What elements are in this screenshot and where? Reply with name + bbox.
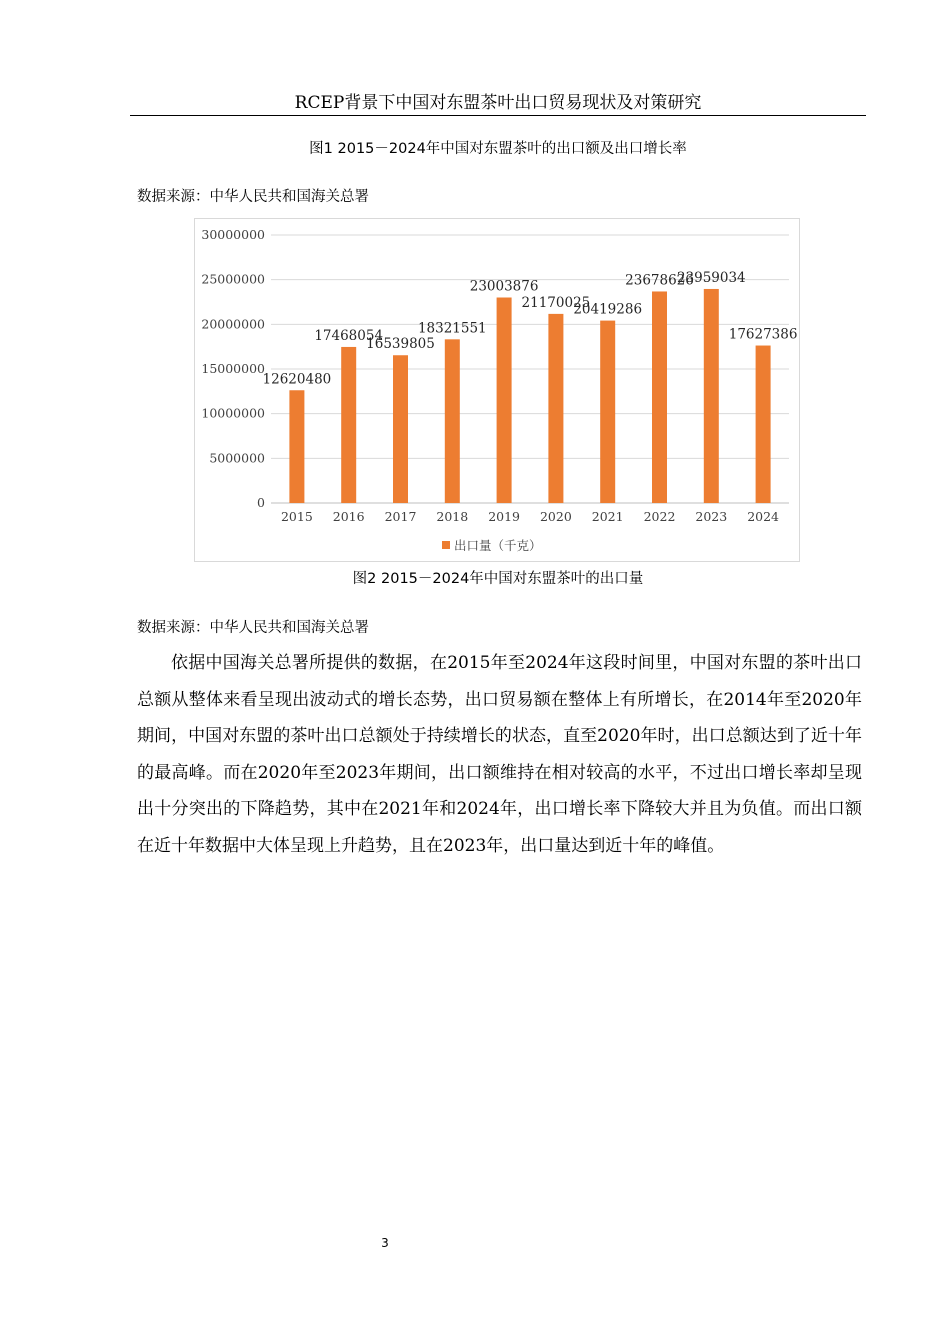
data-label: 17468054: [314, 327, 384, 344]
figure-1-source: 数据来源：中华人民共和国海关总署: [137, 189, 369, 205]
y-tick-label: 15000000: [201, 361, 265, 376]
y-tick-label: 10000000: [201, 405, 265, 421]
figure-2-source: 数据来源：中华人民共和国海关总署: [137, 620, 369, 636]
chart-canvas: [195, 219, 801, 563]
y-tick-label: 20000000: [201, 316, 265, 332]
bar: [445, 339, 460, 503]
figure-2-caption: 图2 2015－2024年中国对东盟茶叶的出口量: [352, 571, 644, 587]
bar: [497, 297, 512, 503]
bar: [600, 321, 615, 503]
x-tick-label: 2022: [643, 509, 676, 524]
bar: [289, 390, 304, 503]
body-paragraph: 依据中国海关总署所提供的数据，在2015年至2024年这段时间里，中国对东盟的茶叶出口总额从整体来看呈现出波动式的增长态势，出口贸易额在整体上有所增长，在2014年至2020年期间，中国对东盟的茶叶出口总额处于持续增长的状态，直至2020年时，出口总额达到了近十年的最高峰。而在2020年至2023年期间，出口额维持在相对较高的水平，不过出口增长率却呈现出十分突出的下降趋势，其中在2021年和2024年，出口增长率下降较大并且为负值。而出口额在近十年数据中大体呈现上升趋势，且在2023年，出口量达到近十年的峰值。: [137, 653, 862, 856]
bar: [393, 355, 408, 503]
bar: [341, 347, 356, 503]
x-tick-label: 2023: [695, 509, 728, 524]
data-label: 17627386: [728, 326, 798, 343]
data-label: 23959034: [676, 269, 746, 286]
x-tick-label: 2024: [747, 509, 780, 524]
y-tick-label: 30000000: [201, 227, 265, 242]
x-tick-label: 2021: [591, 509, 624, 524]
data-label: 18321551: [417, 320, 487, 337]
x-tick-label: 2016: [332, 509, 365, 524]
x-tick-label: 2020: [539, 509, 572, 524]
x-tick-label: 2017: [384, 509, 417, 524]
y-tick-label: 25000000: [201, 271, 265, 287]
legend-label: 出口量（千克）: [454, 538, 542, 553]
page-number: 3: [381, 1236, 389, 1250]
running-header: RCEP背景下中国对东盟茶叶出口贸易现状及对策研究: [294, 93, 702, 113]
bar: [704, 289, 719, 503]
body-text: [137, 645, 862, 864]
bar: [652, 291, 667, 503]
y-tick-label: 5000000: [209, 450, 265, 466]
data-label: 20419286: [573, 301, 643, 318]
data-label: 21170025: [521, 294, 591, 311]
x-tick-label: 2015: [280, 509, 313, 524]
data-label: 23678626: [625, 272, 694, 289]
data-label: 23003876: [469, 278, 539, 295]
figure-1-caption: 图1 2015－2024年中国对东盟茶叶的出口额及出口增长率: [309, 141, 687, 157]
data-label: 16539805: [366, 336, 435, 353]
y-tick-label: 0: [257, 495, 265, 510]
x-tick-label: 2019: [488, 509, 521, 524]
export-volume-chart: [194, 218, 800, 562]
bar: [756, 346, 771, 503]
x-tick-label: 2018: [436, 509, 469, 524]
data-label: 12620480: [262, 371, 332, 388]
bar: [548, 314, 563, 503]
header-rule: [130, 115, 866, 116]
legend-swatch: [442, 541, 450, 549]
